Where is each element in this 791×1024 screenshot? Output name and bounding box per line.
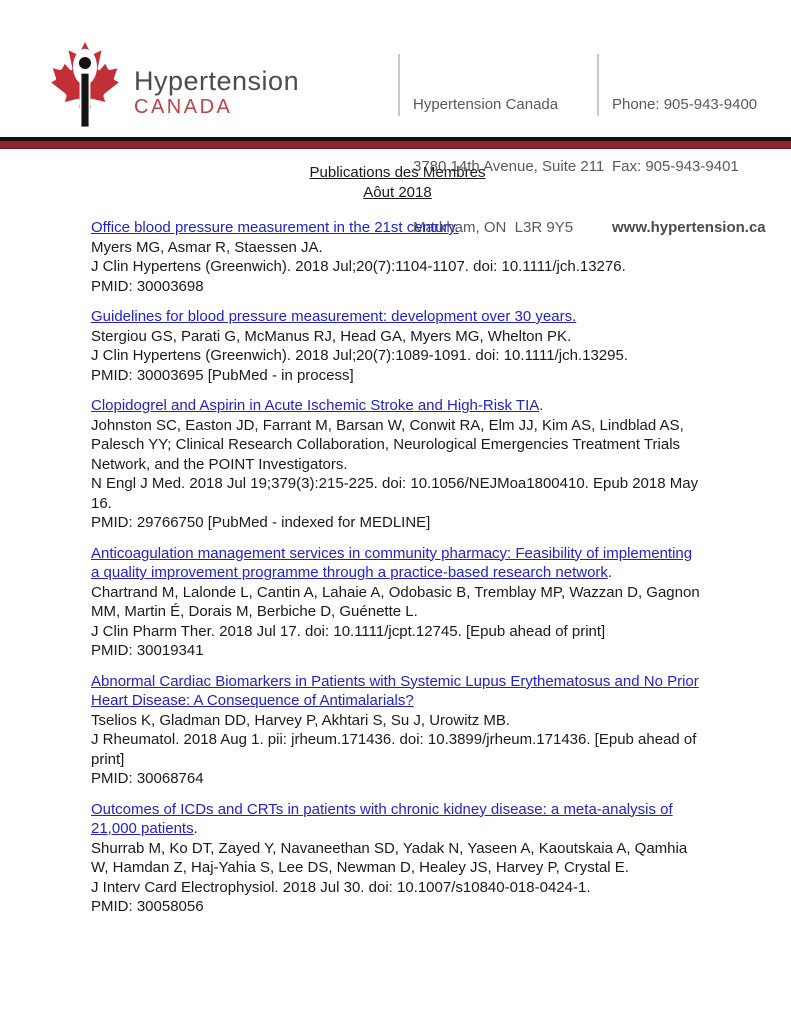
publication-title-link[interactable]: Anticoagulation management services in community pharmacy: Feasibility of implementing a quality improvement programme through a practice-based research network	[91, 544, 693, 581]
publication-authors: Chartrand M, Lalonde L, Cantin A, Lahaie A, Odobasic B, Tremblay MP, Wazzan D, Gagnon MM, Martin É, Dorais M, Berbiche D, Guénette L.	[91, 583, 700, 620]
publication-pmid: PMID: 30068764	[91, 770, 204, 787]
publication-authors: Johnston SC, Easton JD, Farrant M, Barsan W, Conwit RA, Elm JJ, Kim AS, Lindblad AS, Palesch YY; Clinical Research Collaboration, Neurological Emergencies Treatment Trials Network, and the POINT Investigators.	[91, 416, 684, 473]
publication-title	[91, 218, 704, 238]
publication-title-link[interactable]: Clopidogrel and Aspirin in Acute Ischemic Stroke and High-Risk TIA	[91, 397, 540, 414]
address-line-2: 3780 14th Avenue, Suite 211	[413, 157, 605, 175]
publication-citation: J Clin Hypertens (Greenwich). 2018 Jul;20(7):1104-1107. doi: 10.1111/jch.13276.	[91, 258, 626, 275]
publication-authors: Myers MG, Asmar R, Staessen JA.	[91, 238, 323, 256]
publication-title	[91, 672, 704, 711]
publication-entry	[91, 218, 704, 296]
publication-pmid: PMID: 30003698	[91, 277, 204, 295]
publication-title-link[interactable]: Abnormal Cardiac Biomarkers in Patients with Systemic Lupus Erythematosus and No Prior Heart Disease: A Consequence of Antimalarials?	[91, 672, 699, 709]
page-subtitle: Aôut 2018	[363, 183, 432, 201]
address-line-3: Markham, ON L3R 9Y5	[413, 219, 574, 236]
publication-title-suffix: .	[607, 564, 613, 581]
address-block	[398, 54, 605, 236]
publication-entry	[91, 800, 704, 917]
website-url: www.hypertension.ca	[612, 219, 766, 236]
publication-entry	[91, 396, 704, 533]
publication-title-link[interactable]: Guidelines for blood pressure measurement: development over 30 years.	[91, 308, 577, 325]
publication-authors: Shurrab M, Ko DT, Zayed Y, Navaneethan SD, Yadak N, Yaseen A, Kaoutskaia A, Qamhia W, Hamdan Z, Haj-Yahia S, Lee DS, Newman D, Healey JS, Harvey P, Crystal E.	[91, 839, 688, 876]
phone-number: Phone: 905-943-9400	[612, 96, 758, 113]
publication-title	[91, 800, 704, 839]
contact-block	[597, 54, 766, 236]
address-line-1: Hypertension Canada	[413, 96, 559, 113]
publication-list	[91, 218, 704, 917]
publication-entry	[91, 544, 704, 661]
publication-pmid: PMID: 30019341	[91, 642, 204, 659]
divider-bar	[0, 137, 791, 149]
fax-number: Fax: 905-943-9401	[612, 157, 739, 175]
maple-leaf-logo-icon	[50, 42, 126, 132]
publication-citation: N Engl J Med. 2018 Jul 19;379(3):215-225. doi: 10.1056/NEJMoa1800410. Epub 2018 May 16.	[91, 475, 699, 512]
publication-citation: J Clin Hypertens (Greenwich). 2018 Jul;20(7):1089-1091. doi: 10.1111/jch.13295.	[91, 347, 628, 364]
logo-country-text: CANADA	[134, 96, 233, 118]
logo-wordmark	[134, 66, 299, 118]
publication-title-suffix: .	[539, 397, 544, 414]
publication-pmid: PMID: 30058056	[91, 898, 204, 915]
publication-title-link[interactable]: Outcomes of ICDs and CRTs in patients with chronic kidney disease: a meta-analysis of 21,000 patients	[91, 800, 673, 837]
publication-title-link[interactable]: Office blood pressure measurement in the 21st century.	[91, 219, 459, 236]
publication-title	[91, 396, 704, 416]
publication-title-suffix: .	[193, 820, 198, 837]
publication-title	[91, 307, 704, 327]
publication-authors: Stergiou GS, Parati G, McManus RJ, Head GA, Myers MG, Whelton PK.	[91, 327, 572, 345]
publication-authors: Tselios K, Gladman DD, Harvey P, Akhtari S, Su J, Urowitz MB.	[91, 711, 511, 729]
document-body	[91, 163, 704, 928]
publication-citation: J Interv Card Electrophysiol. 2018 Jul 30. doi: 10.1007/s10840-018-0424-1.	[91, 878, 591, 896]
publication-pmid: PMID: 30003695 [PubMed - in process]	[91, 366, 354, 384]
publication-citation: J Rheumatol. 2018 Aug 1. pii: jrheum.171436. doi: 10.3899/jrheum.171436. [Epub ahead of print]	[91, 731, 697, 768]
publication-entry	[91, 672, 704, 789]
logo-brand-text: Hypertension	[134, 66, 300, 96]
publication-title	[91, 544, 704, 583]
publication-entry	[91, 307, 704, 385]
publication-pmid: PMID: 29766750 [PubMed - indexed for MEDLINE]	[91, 514, 431, 531]
hypertension-canada-logo	[50, 42, 299, 132]
publication-citation: J Clin Pharm Ther. 2018 Jul 17. doi: 10.1111/jcpt.12745. [Epub ahead of print]	[91, 622, 606, 640]
page-title: Publications des Membres	[309, 164, 486, 181]
